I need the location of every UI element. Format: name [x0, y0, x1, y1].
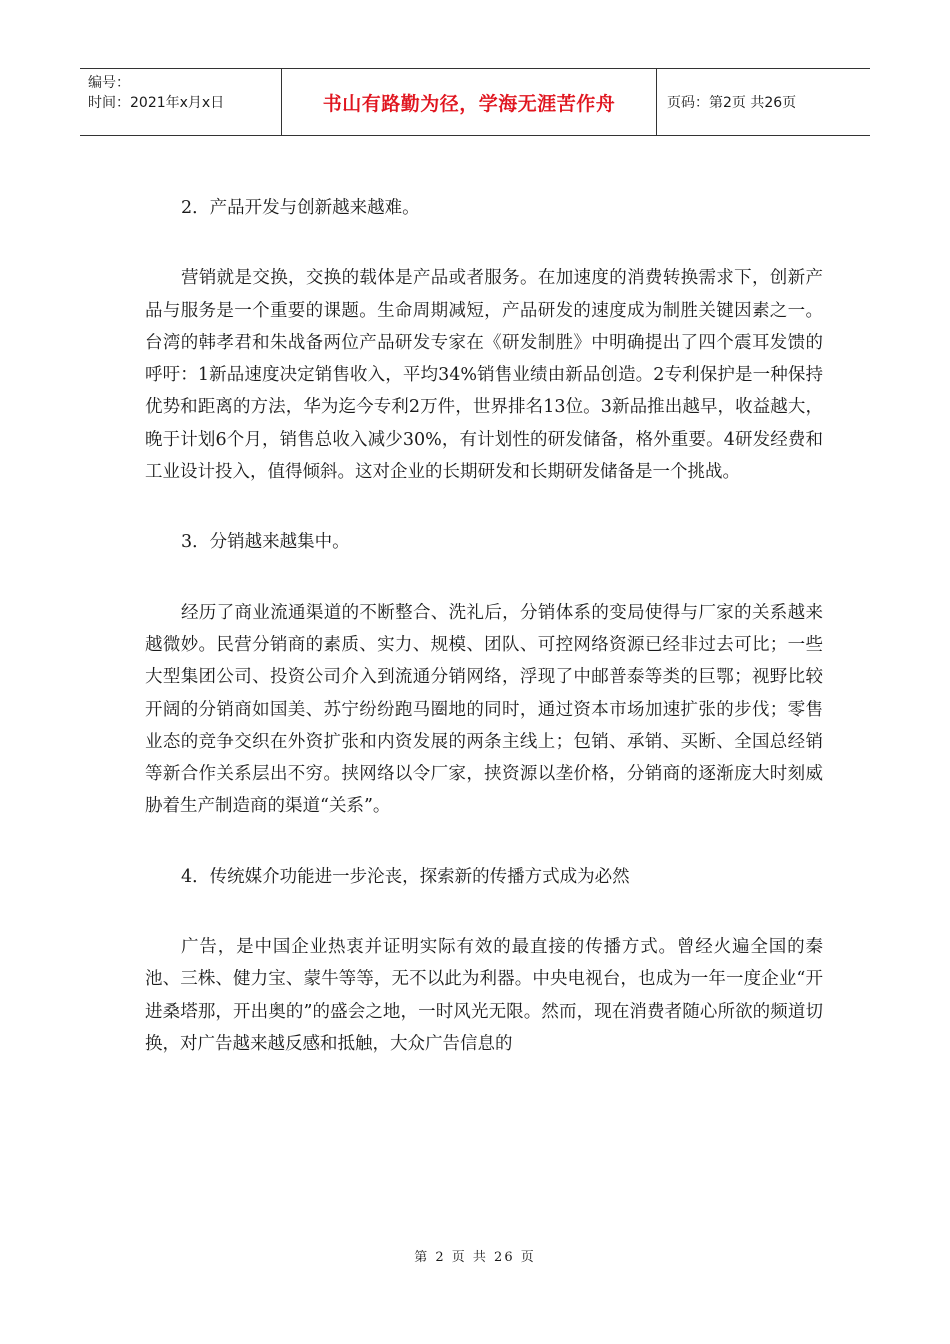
date-label: 时间：2021年x月x日 — [88, 95, 225, 111]
header-meta — [80, 69, 282, 135]
header-motto: 书山有路勤为径，学海无涯苦作舟 — [282, 69, 657, 135]
number-label: 编号： — [88, 75, 130, 91]
header-page-info: 页码：第2页 共26页 — [667, 95, 797, 111]
section-paragraph-2: 营销就是交换，交换的载体是产品或者服务。在加速度的消费转换需求下，创新产品与服务是一个重要的课题。生命周期减短，产品研发的速度成为制胜关键因素之一。台湾的韩孝君和朱战备两位产品研发专家在《研发制胜》中明确提出了四个震耳发馈的呼吁：1新品速度决定销售收入，平均34%销售业绩由新品创造。2专利保护是一种保持优势和距离的方法，华为迄今专利2万件，世界排名13位。3新品推出越早，收益越大，晚于计划6个月，销售总收入减少30%，有计划性的研发储备，格外重要。4研发经费和工业设计投入，值得倾斜。这对企业的长期研发和长期研发储备是一个挑战。 — [145, 268, 823, 483]
section-paragraph-4: 广告，是中国企业热衷并证明实际有效的最直接的传播方式。曾经火遍全国的秦池、三株、健力宝、蒙牛等等，无不以此为利器。中央电视台，也成为一年一度企业“开进桑塔那，开出奥的”的盛会之地，一时风光无限。然而，现在消费者随心所欲的频道切换，对广告越来越反感和抵触，大众广告信息的 — [145, 937, 823, 1054]
document-body — [145, 192, 823, 1060]
page-header — [80, 68, 870, 136]
section-paragraph-3: 经历了商业流通渠道的不断整合、洗礼后，分销体系的变局使得与厂家的关系越来越微妙。民营分销商的素质、实力、规模、团队、可控网络资源已经非过去可比；一些大型集团公司、投资公司介入到流通分销网络，浮现了中邮普泰等类的巨鄂；视野比较开阔的分销商如国美、苏宁纷纷跑马圈地的同时，通过资本市场加速扩张的步伐；零售业态的竞争交织在外资扩张和内资发展的两条主线上；包销、承销、买断、全国总经销等新合作关系层出不穷。挟网络以令厂家，挟资源以垄价格，分销商的逐渐庞大时刻威胁着生产制造商的渠道“关系”。 — [145, 602, 823, 817]
section-heading-2: 2．产品开发与创新越来越难。 — [181, 198, 420, 218]
section-heading-4: 4．传统媒介功能进一步沦丧，探索新的传播方式成为必然 — [181, 866, 630, 887]
page-footer: 第 2 页 共 26 页 — [414, 1250, 536, 1265]
section-heading-3: 3．分销越来越集中。 — [181, 532, 350, 553]
